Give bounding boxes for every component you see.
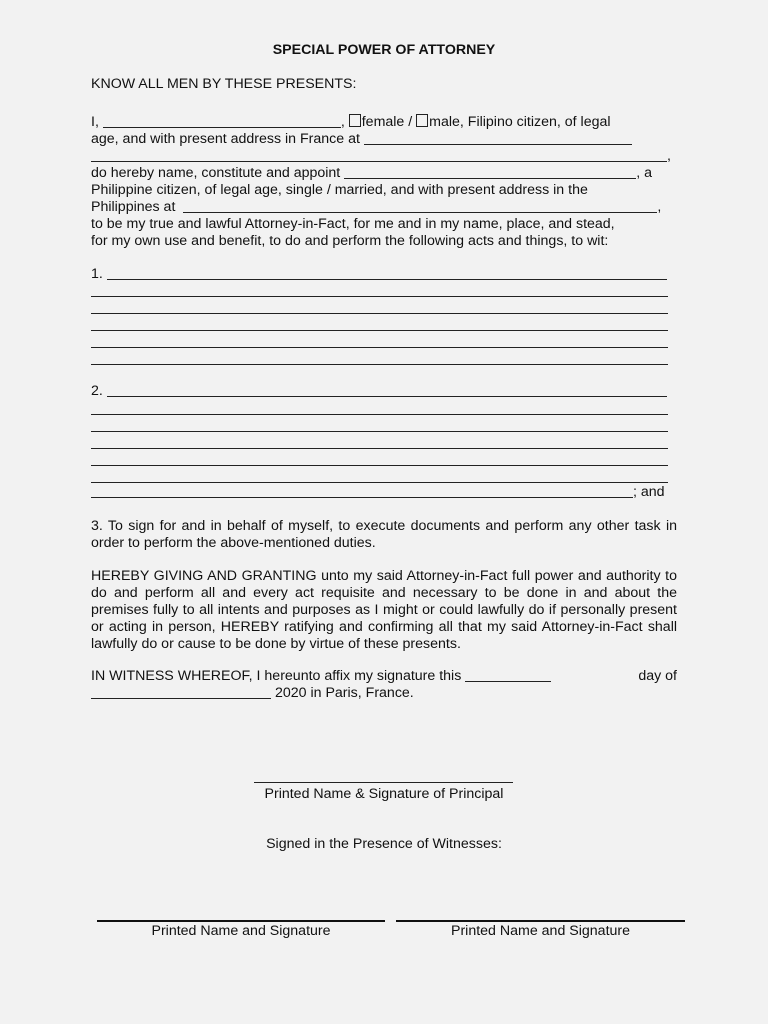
item-2-line-2[interactable] [91,414,668,415]
intro-text: KNOW ALL MEN BY THESE PRESENTS: [91,76,357,92]
granting-paragraph: HEREBY GIVING AND GRANTING unto my said Attorney-in-Fact full power and authority to do and perform all and every act requisite and necessary to be done in and about the premises fully to all intents and purposes as I might or could lawfully do if personally present or acting in person, HEREBY ratifying and confirming all that my said Attorney-in-Fact shall lawfully do or cause to be done by virtue of these presents. [91,568,677,652]
address-line: age, and with present address in France at [91,131,677,148]
item-1-line-5[interactable] [91,347,668,348]
attorney-role-line: to be my true and lawful Attorney-in-Fact, for me and in my name, place, and stead, [91,216,615,232]
witnesses-heading: Signed in the Presence of Witnesses: [266,836,502,852]
witness-2-signature-line[interactable] [396,920,685,922]
item-2-blank[interactable] [107,383,667,397]
witness-1-caption: Printed Name and Signature [151,923,331,939]
item-1-line-3[interactable] [91,313,668,314]
item-1-line-6[interactable] [91,364,668,365]
france-address-blank-2[interactable] [91,148,667,162]
day-blank[interactable] [465,668,551,682]
ph-address-line: Philippines at , [91,199,662,215]
female-checkbox[interactable] [349,114,361,127]
document-title: SPECIAL POWER OF ATTORNEY [272,42,496,58]
witness-line-2: 2020 in Paris, France. [91,685,677,702]
item-2-line-3[interactable] [91,431,668,432]
item-2: 2. [91,383,677,400]
item-2-last-line: ; and [91,484,677,501]
principal-line: I, , female / male, Filipino citizen, of legal [91,114,611,130]
ph-address-blank[interactable] [183,199,657,213]
witness-1-signature-line[interactable] [97,920,385,922]
witness-line-1: IN WITNESS WHEREOF, I hereunto affix my signature this day of [91,668,677,684]
male-checkbox[interactable] [416,114,428,127]
item-1: 1. [91,266,677,283]
principal-name-blank[interactable] [103,114,341,128]
witness-2-caption: Printed Name and Signature [450,923,631,939]
month-blank[interactable] [91,685,271,699]
item-2-line-5[interactable] [91,465,668,466]
item-3: 3. To sign for and in behalf of myself, to execute documents and perform any other task in order to perform the above-mentioned duties. [91,518,677,551]
principal-signature-line[interactable] [254,782,513,783]
attorney-name-blank[interactable] [344,165,636,179]
item-2-line-6[interactable] [91,482,668,483]
address-continuation-line: , [91,148,677,165]
item-1-line-2[interactable] [91,296,668,297]
appoint-line: do hereby name, constitute and appoint , a [91,165,652,181]
citizenship-line: Philippine citizen, of legal age, single / married, and with present address in the [91,182,588,198]
item-1-line-4[interactable] [91,330,668,331]
principal-caption: Printed Name & Signature of Principal [264,786,504,802]
item-2-line-4[interactable] [91,448,668,449]
france-address-blank[interactable] [364,131,632,145]
acts-intro-line: for my own use and benefit, to do and perform the following acts and things, to wit: [91,233,609,249]
item-1-blank[interactable] [107,266,667,280]
item-2-blank-last[interactable] [91,484,633,498]
